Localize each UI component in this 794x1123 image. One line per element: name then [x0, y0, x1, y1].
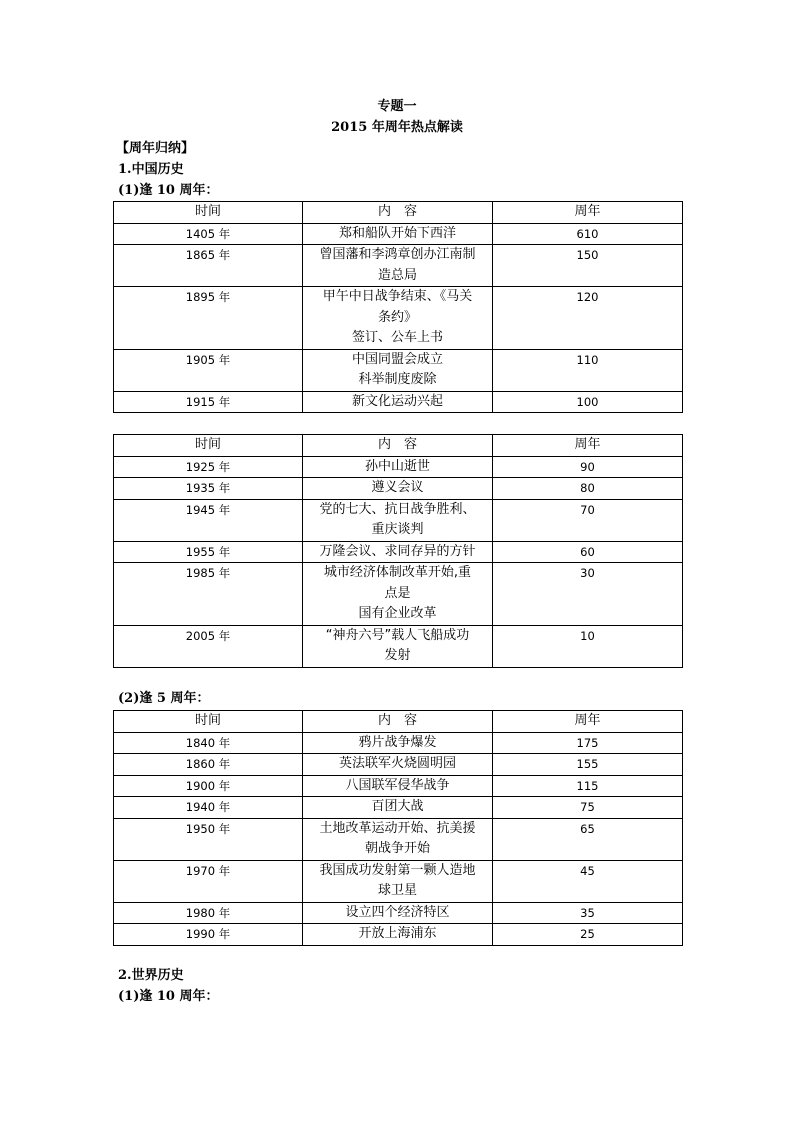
header-time: 时间 [114, 435, 303, 457]
cell-time: 1900 年 [114, 775, 303, 797]
table-row [114, 775, 683, 797]
header-years: 周年 [493, 711, 683, 733]
cell-content [303, 818, 493, 860]
header-years: 周年 [493, 202, 683, 224]
table-header-row [114, 435, 683, 457]
cell-years: 150 [493, 245, 683, 287]
content-line: 球卫星 [377, 883, 417, 898]
cell-years: 35 [493, 902, 683, 924]
cell-content [303, 391, 493, 413]
cell-content [303, 754, 493, 776]
cell-time: 1925 年 [114, 456, 303, 478]
cell-content [303, 541, 493, 563]
content-line: 八国联军侵华战争 [345, 777, 450, 793]
header-content: 内 容 [303, 435, 493, 457]
cell-time: 1895 年 [114, 287, 303, 350]
cell-time: 1405 年 [114, 223, 303, 245]
content-line: 鸦片战争爆发 [358, 734, 437, 750]
content-line: 百团大战 [371, 799, 424, 814]
table-row [114, 732, 683, 754]
cell-years: 115 [493, 775, 683, 797]
table-row [114, 287, 683, 350]
china-10-table-part2 [113, 434, 683, 668]
content-line: 党的七大、抗日战争胜利、 [319, 501, 476, 517]
cell-content [303, 287, 493, 350]
cell-time: 1985 年 [114, 563, 303, 626]
table-row [114, 223, 683, 245]
cell-content [303, 349, 493, 391]
header-years: 周年 [493, 435, 683, 457]
cell-content [303, 924, 493, 946]
cell-time: 1905 年 [114, 349, 303, 391]
content-line: “神舟六号”载人飞船成功 [325, 627, 470, 643]
content-line: 设立四个经济特区 [345, 904, 450, 920]
every-5-heading: (2)逢 5 周年： [118, 691, 210, 706]
content-line: 新文化运动兴起 [351, 393, 443, 409]
cell-time: 1840 年 [114, 732, 303, 754]
table-row [114, 924, 683, 946]
content-line: 重庆谈判 [371, 522, 424, 537]
world-heading: 2.世界历史 [118, 968, 184, 983]
table-row [114, 860, 683, 902]
cell-years: 175 [493, 732, 683, 754]
content-line: 签订、公车上书 [351, 330, 443, 345]
content-line: 孙中山逝世 [364, 458, 430, 474]
content-line: 朝战争开始 [364, 841, 430, 856]
table-row [114, 541, 683, 563]
cell-time: 1865 年 [114, 245, 303, 287]
content-line: 土地改革运动开始、抗美援 [319, 820, 476, 836]
table-row [114, 456, 683, 478]
cell-time: 1990 年 [114, 924, 303, 946]
table-header-row [114, 711, 683, 733]
cell-time: 1860 年 [114, 754, 303, 776]
cell-time: 1940 年 [114, 797, 303, 819]
topic-title: 专题一 [377, 99, 417, 114]
table-row [114, 478, 683, 500]
content-line: 我国成功发射第一颗人造地 [319, 862, 476, 878]
content-line: 城市经济体制改革开始,重 [323, 565, 472, 580]
cell-content [303, 223, 493, 245]
content-line: 科举制度废除 [358, 372, 437, 387]
cell-time: 1915 年 [114, 391, 303, 413]
header-content: 内 容 [303, 202, 493, 224]
header-content: 内 容 [303, 711, 493, 733]
cell-time: 1980 年 [114, 902, 303, 924]
cell-years: 70 [493, 499, 683, 541]
cell-years: 155 [493, 754, 683, 776]
cell-years: 120 [493, 287, 683, 350]
table-row [114, 754, 683, 776]
document-title: 2015 年周年热点解读 [331, 120, 463, 135]
content-line: 造总局 [377, 267, 417, 283]
cell-years: 80 [493, 478, 683, 500]
cell-years: 25 [493, 924, 683, 946]
cell-time: 1970 年 [114, 860, 303, 902]
cell-years: 65 [493, 818, 683, 860]
content-line: 条约》 [377, 309, 417, 325]
header-time: 时间 [114, 202, 303, 224]
table-row [114, 797, 683, 819]
china-10-table-part1 [113, 201, 683, 413]
content-line: 遵义会议 [371, 480, 424, 495]
cell-time: 1945 年 [114, 499, 303, 541]
table-row [114, 245, 683, 287]
table-row [114, 563, 683, 626]
cell-content [303, 775, 493, 797]
cell-years: 110 [493, 349, 683, 391]
china-5-table [113, 710, 683, 946]
content-line: 甲午中日战争结束、《马关 [322, 289, 473, 304]
content-line: 开放上海浦东 [358, 926, 437, 941]
content-line: 郑和船队开始下西洋 [338, 225, 456, 241]
table-row [114, 349, 683, 391]
cell-years: 45 [493, 860, 683, 902]
every-10-heading: (1)逢 10 周年： [118, 183, 219, 198]
cell-years: 10 [493, 625, 683, 667]
cell-content [303, 797, 493, 819]
cell-content [303, 732, 493, 754]
content-line: 国有企业改革 [358, 606, 437, 621]
cell-content [303, 902, 493, 924]
table-row [114, 902, 683, 924]
table-row [114, 625, 683, 667]
header-time: 时间 [114, 711, 303, 733]
content-line: 曾国藩和李鸿章创办江南制 [319, 247, 476, 262]
cell-time: 1935 年 [114, 478, 303, 500]
section-label: 【周年归纳】 [116, 141, 195, 156]
table-row [114, 391, 683, 413]
world-every-10-heading: (1)逢 10 周年： [118, 989, 219, 1004]
cell-years: 75 [493, 797, 683, 819]
cell-content [303, 563, 493, 626]
china-heading: 1.中国历史 [118, 162, 184, 177]
cell-years: 90 [493, 456, 683, 478]
content-line: 发射 [384, 648, 411, 663]
cell-years: 100 [493, 391, 683, 413]
table-header-row [114, 202, 683, 224]
content-line: 万隆会议、求同存异的方针 [319, 543, 476, 559]
cell-time: 1955 年 [114, 541, 303, 563]
content-line: 点是 [384, 585, 411, 601]
table-row [114, 818, 683, 860]
cell-years: 30 [493, 563, 683, 626]
cell-content [303, 478, 493, 500]
cell-content [303, 245, 493, 287]
cell-content [303, 499, 493, 541]
cell-time: 2005 年 [114, 625, 303, 667]
cell-content [303, 625, 493, 667]
content-line: 英法联军火烧圆明园 [338, 756, 456, 771]
content-line: 中国同盟会成立 [351, 351, 443, 367]
cell-years: 610 [493, 223, 683, 245]
cell-content [303, 860, 493, 902]
table-row [114, 499, 683, 541]
cell-content [303, 456, 493, 478]
cell-time: 1950 年 [114, 818, 303, 860]
cell-years: 60 [493, 541, 683, 563]
